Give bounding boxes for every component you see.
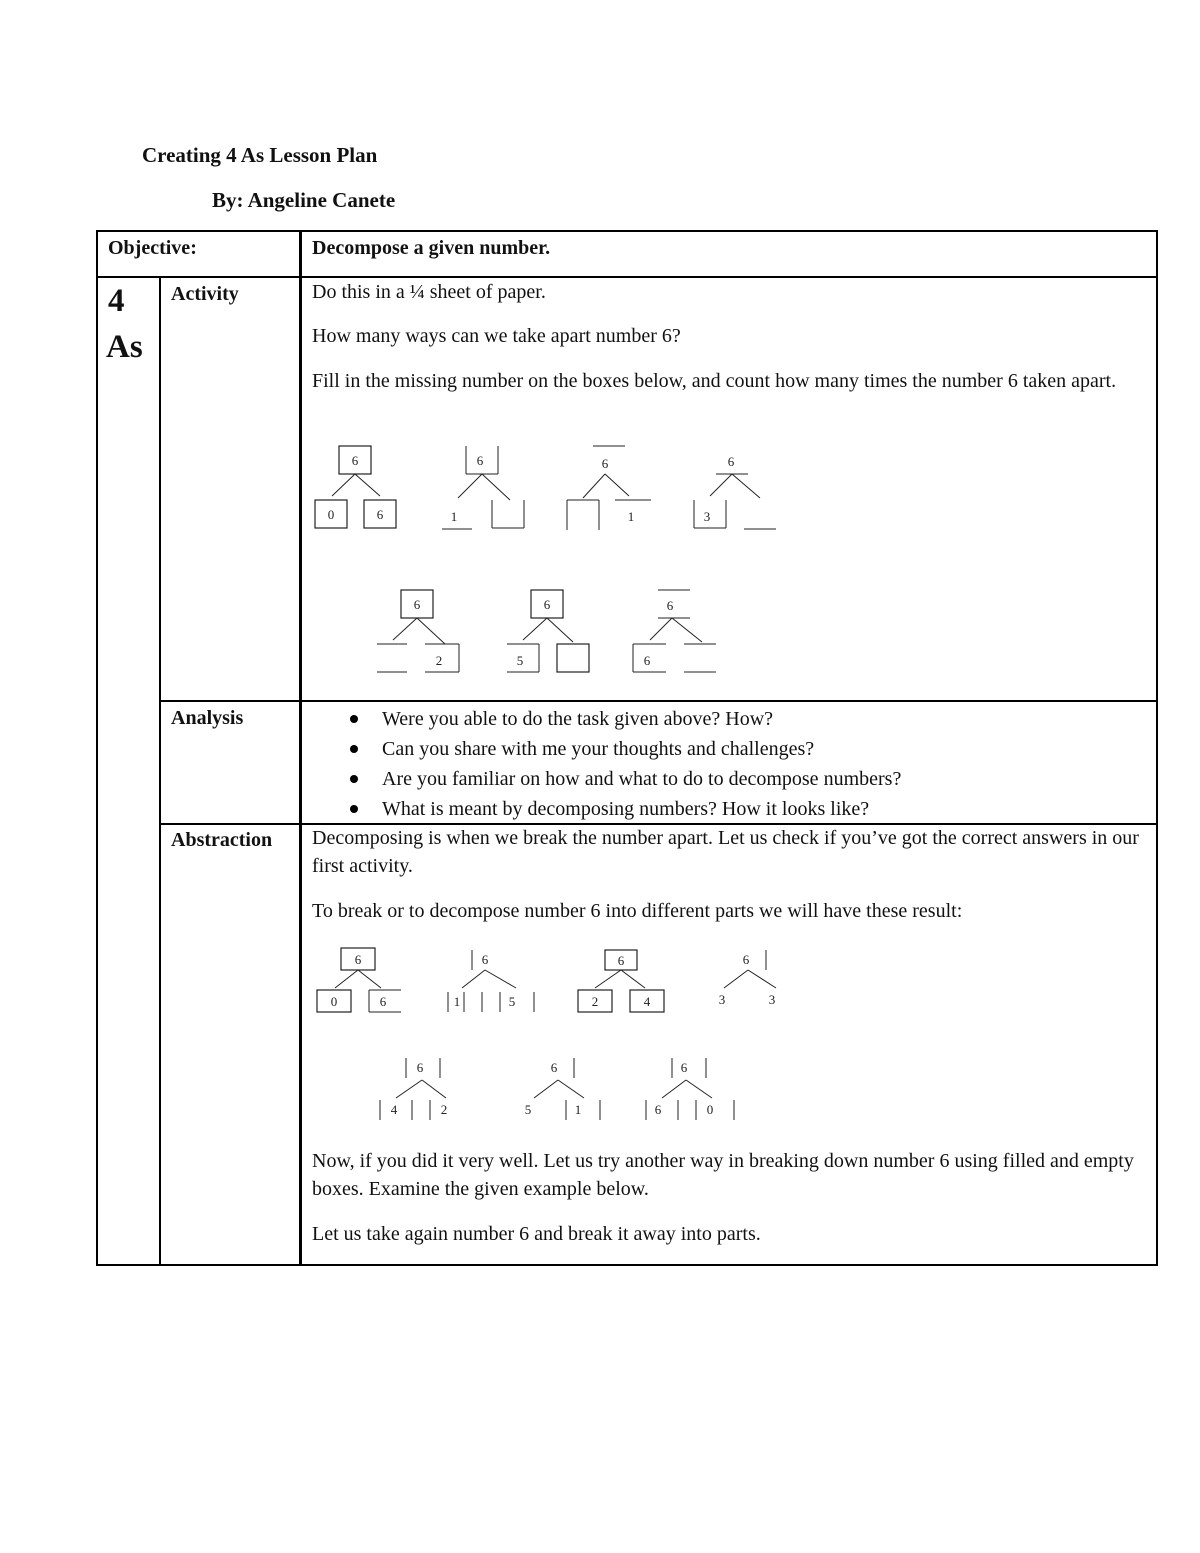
list-item: Were you able to do the task given above? How? bbox=[312, 704, 1142, 734]
side-label-number: 4 bbox=[108, 283, 125, 319]
abstraction-diagram-4 bbox=[712, 944, 812, 1016]
bullet-icon bbox=[350, 805, 358, 813]
analysis-label: Analysis bbox=[171, 707, 244, 729]
table-border-top bbox=[96, 230, 1158, 232]
diagram-top-number: 6 bbox=[476, 453, 484, 468]
diagram-left-number: 3 bbox=[703, 509, 711, 524]
activity-diagram-1 bbox=[312, 444, 432, 534]
abstraction-diagram-2 bbox=[444, 944, 544, 1016]
diagram-top-number: 6 bbox=[727, 454, 735, 469]
diagram-top-number: 6 bbox=[416, 1060, 424, 1075]
diagram-left-number: 0 bbox=[327, 507, 335, 522]
activity-diagram-5 bbox=[375, 588, 475, 678]
diagram-right-number: 6 bbox=[379, 994, 387, 1009]
diagram-left-number: 2 bbox=[591, 994, 599, 1009]
abstraction-line-3: Now, if you did it very well. Let us try another way in breaking down number 6 using filled and empty boxes. Examine the given example below. bbox=[312, 1150, 1134, 1200]
diagram-top-number: 6 bbox=[550, 1060, 558, 1075]
analysis-questions bbox=[312, 704, 1142, 824]
diagram-left-number: 4 bbox=[390, 1102, 398, 1117]
activity-diagram-3 bbox=[565, 444, 665, 534]
diagram-right-number: 0 bbox=[706, 1102, 714, 1117]
objective-value: Decompose a given number. bbox=[312, 237, 551, 259]
activity-label: Activity bbox=[171, 283, 239, 305]
side-label-letters: As bbox=[106, 329, 143, 365]
diagram-right-number: 4 bbox=[643, 994, 651, 1009]
diagram-right-number: 1 bbox=[574, 1102, 582, 1117]
diagram-left-number: 1 bbox=[453, 994, 461, 1009]
diagram-right-number: 3 bbox=[768, 992, 776, 1007]
diagram-right-number: 6 bbox=[376, 507, 384, 522]
list-item: Can you share with me your thoughts and challenges? bbox=[312, 734, 1142, 764]
diagram-top-number: 6 bbox=[543, 597, 551, 612]
column-divider-side bbox=[159, 276, 161, 1266]
diagram-left-number: 0 bbox=[330, 994, 338, 1009]
abstraction-diagram-6 bbox=[520, 1052, 620, 1124]
activity-line-2: How many ways can we take apart number 6? bbox=[312, 325, 681, 347]
diagram-left-number: 5 bbox=[516, 653, 524, 668]
activity-diagram-4 bbox=[690, 444, 790, 534]
abstraction-diagram-7 bbox=[642, 1052, 742, 1124]
activity-line-3: Fill in the missing number on the boxes below, and count how many times the number 6 taken apart. bbox=[312, 370, 1117, 392]
abstraction-line-4: Let us take again number 6 and break it away into parts. bbox=[312, 1223, 761, 1245]
table-border-right bbox=[1156, 230, 1158, 1266]
author-line: By: Angeline Canete bbox=[212, 188, 396, 212]
diagram-right-number: 1 bbox=[627, 509, 635, 524]
diagram-top-number: 6 bbox=[742, 952, 750, 967]
diagram-left-number: 6 bbox=[654, 1102, 662, 1117]
diagram-right-number: 2 bbox=[435, 653, 443, 668]
abstraction-line-1: Decomposing is when we break the number apart. Let us check if you’ve got the correct answers in our first activity. bbox=[312, 827, 1139, 877]
diagram-left-number: 1 bbox=[450, 509, 458, 524]
activity-diagram-6 bbox=[505, 588, 605, 678]
activity-line-1: Do this in a ¼ sheet of paper. bbox=[312, 281, 546, 303]
list-item: Are you familiar on how and what to do to decompose numbers? bbox=[312, 764, 1142, 794]
document-title: Creating 4 As Lesson Plan bbox=[142, 143, 378, 167]
diagram-top-number: 6 bbox=[481, 952, 489, 967]
diagram-top-number: 6 bbox=[354, 952, 362, 967]
diagram-top-number: 6 bbox=[413, 597, 421, 612]
diagram-top-number: 6 bbox=[666, 598, 674, 613]
diagram-top-number: 6 bbox=[617, 953, 625, 968]
activity-diagram-7 bbox=[630, 588, 730, 678]
diagram-top-number: 6 bbox=[601, 456, 609, 471]
list-item: What is meant by decomposing numbers? How it looks like? bbox=[312, 794, 1142, 824]
abstraction-label: Abstraction bbox=[171, 829, 273, 851]
bullet-icon bbox=[350, 775, 358, 783]
table-border-left bbox=[96, 230, 98, 1266]
objective-label: Objective: bbox=[108, 237, 197, 259]
activity-diagram-2 bbox=[440, 444, 540, 534]
diagram-right-number: 5 bbox=[508, 994, 516, 1009]
diagram-left-number: 6 bbox=[643, 653, 651, 668]
diagram-top-number: 6 bbox=[680, 1060, 688, 1075]
bullet-icon bbox=[350, 715, 358, 723]
activity-row-divider bbox=[159, 700, 1158, 702]
abstraction-diagram-5 bbox=[374, 1052, 474, 1124]
abstraction-diagram-3 bbox=[575, 944, 675, 1016]
diagram-top-number: 6 bbox=[351, 453, 359, 468]
diagram-left-number: 5 bbox=[524, 1102, 532, 1117]
abstraction-diagram-1 bbox=[315, 944, 415, 1016]
column-divider-main bbox=[299, 230, 302, 1266]
abstraction-line-2: To break or to decompose number 6 into different parts we will have these result: bbox=[312, 900, 963, 922]
diagram-left-number: 3 bbox=[718, 992, 726, 1007]
diagram-right-number: 2 bbox=[440, 1102, 448, 1117]
bullet-icon bbox=[350, 745, 358, 753]
table-border-bottom bbox=[96, 1264, 1158, 1266]
